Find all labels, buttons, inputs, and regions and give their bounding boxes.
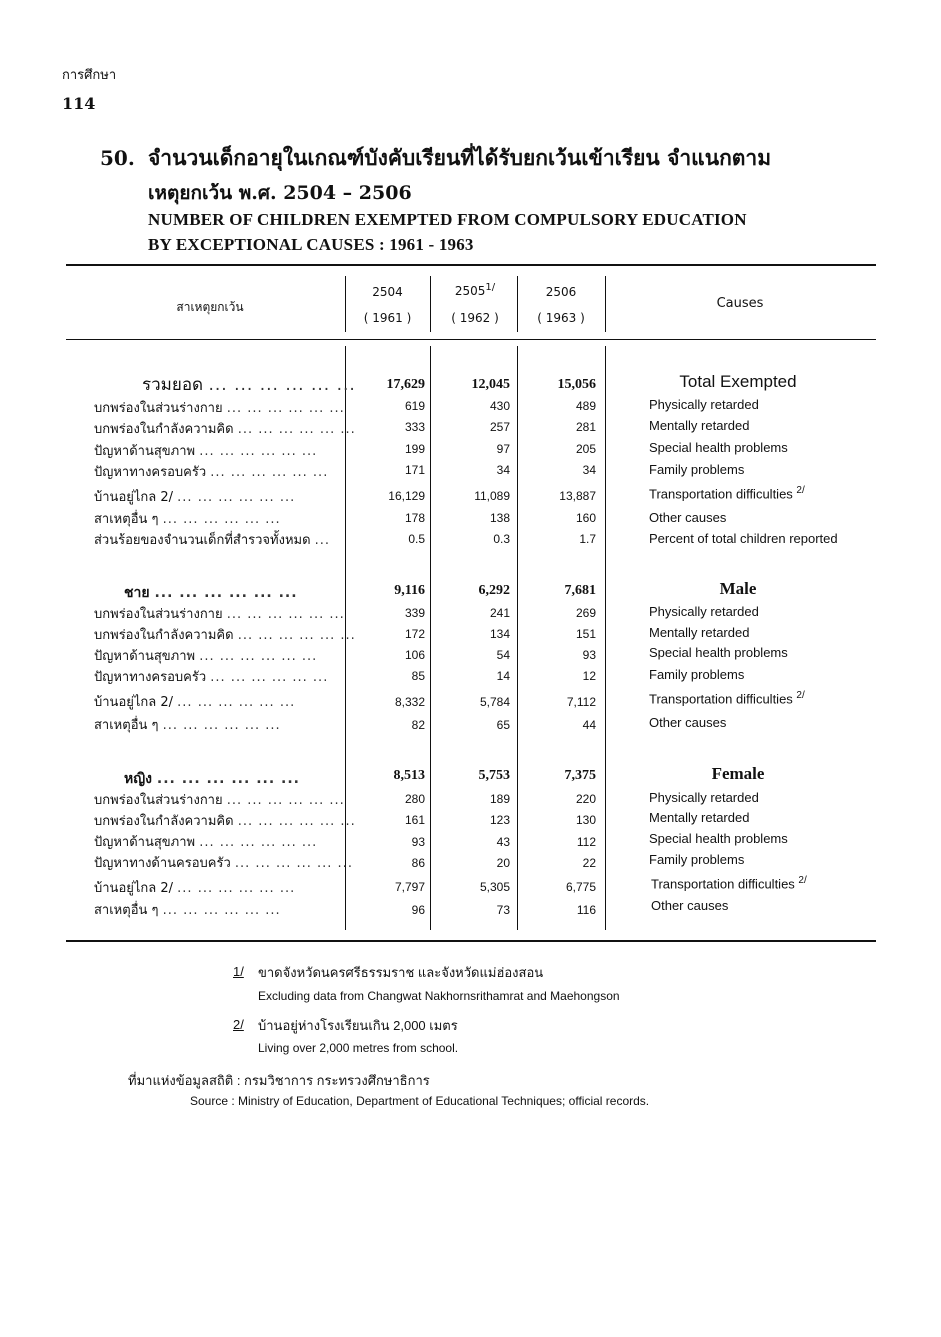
row-label-text: ส่วนร้อยของจำนวนเด็กที่สำรวจทั้งหมด — [94, 533, 311, 548]
table-cell: 134 — [489, 627, 510, 641]
column-divider-2 — [430, 276, 431, 332]
cause-english: Special health problems — [649, 645, 788, 660]
row-label-text: บกพร่องในส่วนร่างกาย — [94, 607, 223, 622]
footnote-1-mark: 1/ — [233, 964, 244, 979]
table-cell: 7,112 — [566, 695, 596, 709]
female-label-english: Female — [711, 764, 765, 783]
leader-dots: ... ... ... ... ... ... — [234, 856, 353, 871]
table-cell: 160 — [575, 511, 596, 525]
table-cell: 0.3 — [493, 532, 510, 546]
table-cell: 269 — [575, 606, 596, 620]
cause-english-text: Transportation difficulties — [649, 486, 793, 502]
table-cell: 34 — [582, 463, 596, 477]
row-label-text: บ้านอยู่ไกล 2/ — [94, 881, 174, 896]
leader-dots: ... ... ... ... ... ... — [199, 835, 318, 850]
row-label-text: ปัญหาด้านสุขภาพ — [94, 444, 196, 459]
cause-english: Percent of total children reported — [649, 531, 838, 546]
row-label-text: ปัญหาทางครอบครัว — [94, 670, 207, 685]
table-bottom-rule — [66, 940, 876, 942]
table-cell: 333 — [404, 420, 425, 434]
table-cell: 22 — [582, 856, 596, 870]
table-cell: 178 — [404, 511, 425, 525]
female-value-1963: 7,375 — [564, 768, 596, 783]
leader-dots: ... ... ... ... ... ... — [162, 512, 281, 527]
table-number: 50. — [100, 146, 135, 170]
male-value-1962: 6,292 — [478, 583, 510, 598]
female-label-text: หญิง — [124, 771, 152, 787]
table-row-label — [94, 810, 356, 831]
footnote-1-english: Excluding data from Changwat Nakhornsrithamrat and Maehongson — [258, 989, 620, 1003]
header-bottom-rule — [66, 339, 876, 340]
column-divider-4 — [605, 276, 606, 332]
table-row-label — [94, 603, 345, 624]
table-cell: 339 — [404, 606, 425, 620]
table-row-label — [94, 789, 345, 810]
female-label — [94, 768, 339, 790]
row-label-text: บกพร่องในส่วนร่างกาย — [94, 401, 223, 416]
row-label-text: สาเหตุอื่น ๆ — [94, 903, 159, 918]
leader-dots: ... ... ... ... ... ... — [210, 465, 329, 480]
table-row-label — [94, 645, 339, 666]
header-col2-year-text: 2505 — [454, 284, 486, 298]
table-cell: 430 — [489, 399, 510, 413]
title-thai-line1: จำนวนเด็กอายุในเกณฑ์บังคับเรียนที่ได้รับยกเว้นเข้าเรียน จำแนกตาม — [148, 145, 772, 170]
total-label — [94, 371, 356, 398]
leader-dots: ... ... ... ... ... ... — [226, 607, 345, 622]
male-label — [94, 582, 339, 604]
table-row-label — [94, 418, 356, 439]
header-col2-note: 1/ — [485, 282, 496, 293]
footnote-2-english: Living over 2,000 metres from school. — [258, 1041, 459, 1055]
table-cell: 11,089 — [474, 489, 510, 503]
leader-dots: ... ... ... ... ... ... — [162, 903, 281, 918]
table-cell: 220 — [575, 792, 596, 806]
cause-english: Other causes — [649, 715, 727, 730]
row-label-text: ปัญหาทางครอบครัว — [94, 465, 207, 480]
male-label-text: ชาย — [124, 585, 150, 601]
leader-dots: ... — [314, 533, 331, 548]
row-label-text: ปัญหาด้านสุขภาพ — [94, 649, 196, 664]
cause-english — [649, 485, 805, 501]
table-row-label — [94, 397, 345, 418]
table-cell: 20 — [496, 856, 510, 870]
column-divider-3b — [517, 346, 518, 930]
table-cell: 241 — [489, 606, 510, 620]
leader-dots: ... ... ... ... ... ... — [199, 444, 318, 459]
leader-dots: ... ... ... ... ... ... — [199, 649, 318, 664]
table-cell: 96 — [411, 903, 425, 917]
header-col2-ce: ( 1962 ) — [451, 311, 499, 325]
table-row-label — [94, 852, 353, 873]
table-cell: 130 — [575, 813, 596, 827]
table-cell: 172 — [404, 627, 425, 641]
total-value-1961: 17,629 — [386, 377, 425, 392]
cause-english — [649, 690, 805, 706]
table-cell: 7,797 — [394, 880, 425, 894]
table-cell: 489 — [575, 399, 596, 413]
table-cell: 85 — [411, 669, 425, 683]
column-divider-1 — [345, 276, 346, 332]
table-cell: 106 — [404, 648, 425, 662]
title-thai-line2: เหตุยกเว้น พ.ศ. 2504 – 2506 — [148, 182, 412, 204]
table-cell: 86 — [411, 856, 425, 870]
leader-dots: ... ... ... ... ... ... — [226, 401, 345, 416]
leader-dots: ... ... ... ... ... ... — [237, 422, 356, 437]
leader-dots: ... ... ... ... ... ... — [237, 814, 356, 829]
total-value-1963: 15,056 — [557, 377, 596, 392]
page-number: 114 — [62, 94, 96, 113]
table-cell: 138 — [489, 511, 510, 525]
cause-english: Special health problems — [649, 440, 788, 455]
header-col3-year: 2506 — [545, 285, 577, 299]
table-cell: 93 — [582, 648, 596, 662]
table-row-label — [94, 831, 339, 852]
cause-english: Physically retarded — [649, 397, 759, 412]
row-label-text: ปัญหาด้านสุขภาพ — [94, 835, 196, 850]
row-label-text: สาเหตุอื่น ๆ — [94, 718, 159, 733]
table-cell: 14 — [496, 669, 510, 683]
leader-dots: ... ... ... ... ... ... — [226, 793, 345, 808]
table-cell: 171 — [404, 463, 425, 477]
table-cell: 1.7 — [579, 532, 596, 546]
table-cell: 257 — [489, 420, 510, 434]
cause-english: Special health problems — [649, 831, 788, 846]
cause-english: Physically retarded — [649, 604, 759, 619]
header-col3-ce: ( 1963 ) — [537, 311, 585, 325]
row-label-text: บ้านอยู่ไกล 2/ — [94, 695, 174, 710]
table-cell: 151 — [575, 627, 596, 641]
row-label-text: บกพร่องในส่วนร่างกาย — [94, 793, 223, 808]
leader-dots: ... ... ... ... ... ... — [154, 585, 298, 601]
table-cell: 6,775 — [565, 880, 596, 894]
table-row-label — [94, 714, 339, 735]
table-row-label — [94, 877, 339, 898]
table-cell: 116 — [576, 903, 596, 917]
table-row-label — [94, 529, 342, 550]
title-english-line1: NUMBER OF CHILDREN EXEMPTED FROM COMPULSORY EDUCATION — [148, 210, 747, 229]
cause-english — [651, 875, 807, 891]
cause-english: Mentally retarded — [649, 418, 750, 433]
male-label-english: Male — [719, 579, 757, 598]
table-cell: 5,305 — [479, 880, 510, 894]
header-col2-year — [435, 282, 515, 298]
title-english-line2: BY EXCEPTIONAL CAUSES : 1961 - 1963 — [148, 235, 474, 254]
table-row-label — [94, 666, 339, 687]
leader-dots: ... ... ... ... ... ... — [177, 881, 296, 896]
leader-dots: ... ... ... ... ... ... — [177, 490, 296, 505]
table-cell: 281 — [575, 420, 596, 434]
table-cell: 619 — [404, 399, 425, 413]
cause-english-text: Transportation difficulties — [651, 876, 795, 892]
table-cell: 13,887 — [559, 489, 596, 503]
table-row-label — [94, 899, 339, 920]
female-value-1961: 8,513 — [393, 768, 425, 783]
section-category: การศึกษา — [62, 68, 117, 83]
table-row-label — [94, 440, 339, 461]
column-divider-4b — [605, 346, 606, 930]
table-cell: 189 — [489, 792, 510, 806]
column-divider-2b — [430, 346, 431, 930]
table-row-label — [94, 508, 339, 529]
leader-dots: ... ... ... ... ... ... — [210, 670, 329, 685]
table-cell: 161 — [404, 813, 425, 827]
row-label-text: สาเหตุอื่น ๆ — [94, 512, 159, 527]
source-english: Source : Ministry of Education, Department of Educational Techniques; official records. — [190, 1094, 650, 1108]
footnote-marker: 2/ — [796, 690, 805, 701]
footnote-marker: 2/ — [796, 485, 805, 496]
row-label-text: บกพร่องในกำลังความคิด — [94, 422, 234, 437]
table-cell: 93 — [411, 835, 425, 849]
row-label-text: บ้านอยู่ไกล 2/ — [94, 490, 174, 505]
cause-english: Mentally retarded — [649, 810, 750, 825]
table-cell: 5,784 — [479, 695, 510, 709]
table-cell: 34 — [496, 463, 510, 477]
table-row-label — [94, 461, 339, 482]
total-label-english: Total Exempted — [679, 372, 797, 391]
table-cell: 73 — [496, 903, 510, 917]
source-thai: ที่มาแห่งข้อมูลสถิติ : กรมวิชาการ กระทรวงศึกษาธิการ — [128, 1073, 430, 1088]
header-col1-year: 2504 — [372, 285, 403, 299]
leader-dots: ... ... ... ... ... ... — [162, 718, 281, 733]
table-cell: 97 — [496, 442, 510, 456]
row-label-text: บกพร่องในกำลังความคิด — [94, 814, 234, 829]
male-value-1963: 7,681 — [564, 583, 596, 598]
row-label-text: บกพร่องในกำลังความคิด — [94, 628, 234, 643]
table-cell: 199 — [404, 442, 425, 456]
table-cell: 8,332 — [394, 695, 425, 709]
table-cell: 205 — [575, 442, 596, 456]
cause-english: Family problems — [649, 462, 745, 477]
total-label-text: รวมยอด — [142, 375, 204, 395]
table-row-label — [94, 486, 339, 507]
leader-dots: ... ... ... ... ... ... — [177, 695, 296, 710]
header-col1-ce: ( 1961 ) — [363, 311, 412, 325]
cause-english: Family problems — [649, 852, 745, 867]
table-cell: 82 — [411, 718, 425, 732]
table-cell: 16,129 — [388, 489, 425, 503]
cause-english: Family problems — [649, 667, 745, 682]
table-cell: 12 — [582, 669, 596, 683]
cause-english-text: Transportation difficulties — [649, 691, 793, 707]
cause-english: Other causes — [651, 898, 729, 913]
leader-dots: ... ... ... ... ... ... — [208, 375, 356, 395]
total-value-1962: 12,045 — [471, 377, 510, 392]
table-row-label — [94, 624, 356, 645]
row-label-text: ปัญหาทางด้านครอบครัว — [94, 856, 231, 871]
table-top-rule — [66, 264, 876, 266]
table-cell: 65 — [496, 718, 510, 732]
female-value-1962: 5,753 — [478, 768, 510, 783]
leader-dots: ... ... ... ... ... ... — [237, 628, 356, 643]
header-cause-thai: สาเหตุยกเว้น — [176, 300, 244, 314]
footnote-marker: 2/ — [798, 875, 807, 886]
header-cause-english: Causes — [716, 296, 764, 311]
table-cell: 123 — [489, 813, 510, 827]
cause-english: Other causes — [649, 510, 727, 525]
cause-english: Mentally retarded — [649, 625, 750, 640]
male-value-1961: 9,116 — [394, 583, 425, 598]
cause-english: Physically retarded — [649, 790, 759, 805]
footnote-2-thai: บ้านอยู่ห่างโรงเรียนเกิน 2,000 เมตร — [258, 1018, 458, 1033]
table-cell: 43 — [496, 835, 510, 849]
footnote-2-mark: 2/ — [233, 1017, 244, 1032]
table-cell: 0.5 — [408, 532, 425, 546]
table-row-label — [94, 691, 339, 712]
table-cell: 280 — [404, 792, 425, 806]
column-divider-3 — [517, 276, 518, 332]
footnote-1-thai: ขาดจังหวัดนครศรีธรรมราช และจังหวัดแม่ฮ่องสอน — [258, 965, 544, 980]
table-cell: 44 — [582, 718, 596, 732]
table-cell: 112 — [576, 835, 596, 849]
table-cell: 54 — [496, 648, 510, 662]
leader-dots: ... ... ... ... ... ... — [156, 771, 300, 787]
